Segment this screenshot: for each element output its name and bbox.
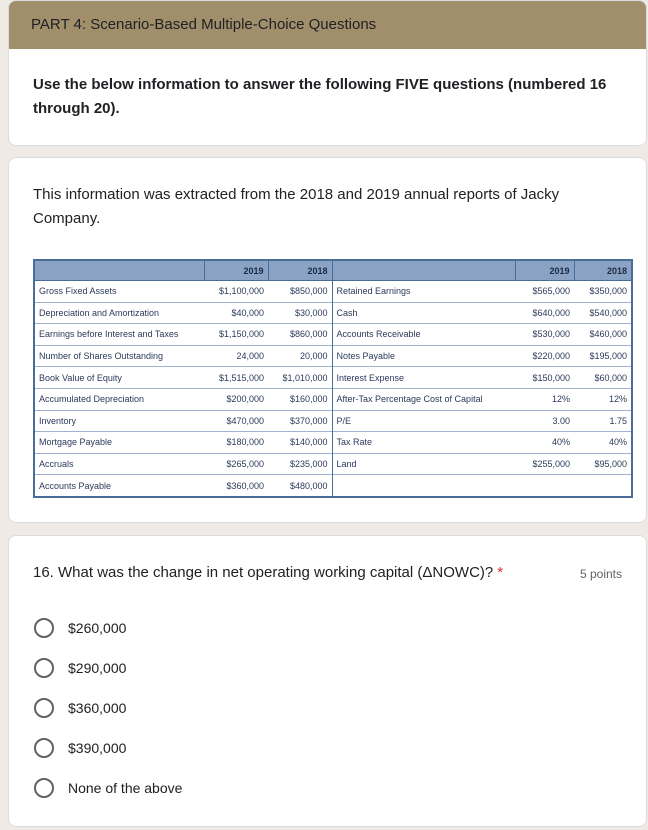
radio-button[interactable] xyxy=(34,738,54,758)
table-cell: $360,000 xyxy=(204,475,268,498)
table-row xyxy=(34,453,632,475)
table-header-cell xyxy=(34,260,204,281)
table-cell: $160,000 xyxy=(268,388,332,410)
table-cell: Accumulated Depreciation xyxy=(34,388,204,410)
table-cell: Depreciation and Amortization xyxy=(34,302,204,324)
table-cell: $265,000 xyxy=(204,453,268,475)
table-header-cell: 2019 xyxy=(515,260,574,281)
table-cell: Inventory xyxy=(34,410,204,432)
table-header-cell: 2018 xyxy=(574,260,632,281)
question-text: 16. What was the change in net operating working capital (ΔNOWC)? xyxy=(33,564,494,581)
radio-button[interactable] xyxy=(34,658,54,678)
radio-button[interactable] xyxy=(34,778,54,798)
table-cell: $95,000 xyxy=(574,453,632,475)
table-row xyxy=(34,367,632,389)
table-cell: 24,000 xyxy=(204,345,268,367)
table-cell: $30,000 xyxy=(268,302,332,324)
table-cell: $850,000 xyxy=(268,281,332,303)
answer-option-label: None of the above xyxy=(68,780,183,796)
section-title: PART 4: Scenario-Based Multiple-Choice Questions xyxy=(9,1,646,49)
radio-button[interactable] xyxy=(34,698,54,718)
table-cell: 20,000 xyxy=(268,345,332,367)
table-cell: $195,000 xyxy=(574,345,632,367)
table-cell: Land xyxy=(332,453,515,475)
table-header-cell xyxy=(332,260,515,281)
section-header-card xyxy=(8,0,647,146)
table-cell: $540,000 xyxy=(574,302,632,324)
table-row xyxy=(34,410,632,432)
table-cell: Book Value of Equity xyxy=(34,367,204,389)
table-cell: $640,000 xyxy=(515,302,574,324)
table-cell: Notes Payable xyxy=(332,345,515,367)
table-cell: 40% xyxy=(574,432,632,454)
table-cell: Interest Expense xyxy=(332,367,515,389)
table-cell: $860,000 xyxy=(268,324,332,346)
answer-option[interactable] xyxy=(33,688,182,728)
table-cell: $255,000 xyxy=(515,453,574,475)
answer-option[interactable] xyxy=(33,608,182,648)
table-cell: Accounts Payable xyxy=(34,475,204,498)
answer-option-label: $290,000 xyxy=(68,660,127,676)
table-cell xyxy=(515,475,574,498)
question-title xyxy=(33,564,503,581)
table-cell: Mortgage Payable xyxy=(34,432,204,454)
table-row xyxy=(34,324,632,346)
table-cell: $1,010,000 xyxy=(268,367,332,389)
table-cell: Accruals xyxy=(34,453,204,475)
table-cell: Retained Earnings xyxy=(332,281,515,303)
table-cell: $350,000 xyxy=(574,281,632,303)
table-cell: 40% xyxy=(515,432,574,454)
table-cell: $150,000 xyxy=(515,367,574,389)
radio-button[interactable] xyxy=(34,618,54,638)
table-cell: $460,000 xyxy=(574,324,632,346)
table-cell: Accounts Receivable xyxy=(332,324,515,346)
table-row xyxy=(34,475,632,498)
table-cell: Cash xyxy=(332,302,515,324)
info-text: This information was extracted from the 2018 and 2019 annual reports of Jacky Company. xyxy=(33,186,560,227)
answer-option-label: $390,000 xyxy=(68,740,127,756)
table-cell xyxy=(332,475,515,498)
table-cell: P/E xyxy=(332,410,515,432)
question-card xyxy=(8,535,647,827)
answer-option[interactable] xyxy=(33,648,182,688)
answer-option[interactable] xyxy=(33,768,182,808)
info-card xyxy=(8,157,647,523)
table-cell: Tax Rate xyxy=(332,432,515,454)
table-cell: Gross Fixed Assets xyxy=(34,281,204,303)
table-cell: 12% xyxy=(515,388,574,410)
table-cell: $1,100,000 xyxy=(204,281,268,303)
table-cell: $140,000 xyxy=(268,432,332,454)
question-points: 5 points xyxy=(579,567,622,581)
table-row xyxy=(34,388,632,410)
table-cell: Number of Shares Outstanding xyxy=(34,345,204,367)
table-cell: $530,000 xyxy=(515,324,574,346)
table-cell: $1,515,000 xyxy=(204,367,268,389)
table-cell: $1,150,000 xyxy=(204,324,268,346)
table-cell: 3.00 xyxy=(515,410,574,432)
table-row xyxy=(34,345,632,367)
table-cell: $235,000 xyxy=(268,453,332,475)
table-cell: $180,000 xyxy=(204,432,268,454)
answer-option-label: $260,000 xyxy=(68,620,127,636)
answer-option-label: $360,000 xyxy=(68,700,127,716)
table-header-row xyxy=(34,260,632,281)
table-row xyxy=(34,281,632,303)
table-cell: $480,000 xyxy=(268,475,332,498)
table-cell xyxy=(574,475,632,498)
table-cell: 1.75 xyxy=(574,410,632,432)
table-cell: $470,000 xyxy=(204,410,268,432)
table-header-cell: 2018 xyxy=(268,260,332,281)
answer-option[interactable] xyxy=(33,728,182,768)
table-cell: 12% xyxy=(574,388,632,410)
table-cell: $565,000 xyxy=(515,281,574,303)
table-cell: $40,000 xyxy=(204,302,268,324)
required-mark: * xyxy=(497,564,504,581)
table-cell: Earnings before Interest and Taxes xyxy=(34,324,204,346)
table-cell: $220,000 xyxy=(515,345,574,367)
table-cell: $60,000 xyxy=(574,367,632,389)
table-header-cell: 2019 xyxy=(204,260,268,281)
table-cell: After-Tax Percentage Cost of Capital xyxy=(332,388,515,410)
table-cell: $200,000 xyxy=(204,388,268,410)
section-description: Use the below information to answer the following FIVE questions (numbered 16 through 20). xyxy=(33,76,607,117)
financial-data-table xyxy=(33,259,633,498)
table-row xyxy=(34,302,632,324)
table-cell: $370,000 xyxy=(268,410,332,432)
table-row xyxy=(34,432,632,454)
answer-options xyxy=(33,608,182,808)
